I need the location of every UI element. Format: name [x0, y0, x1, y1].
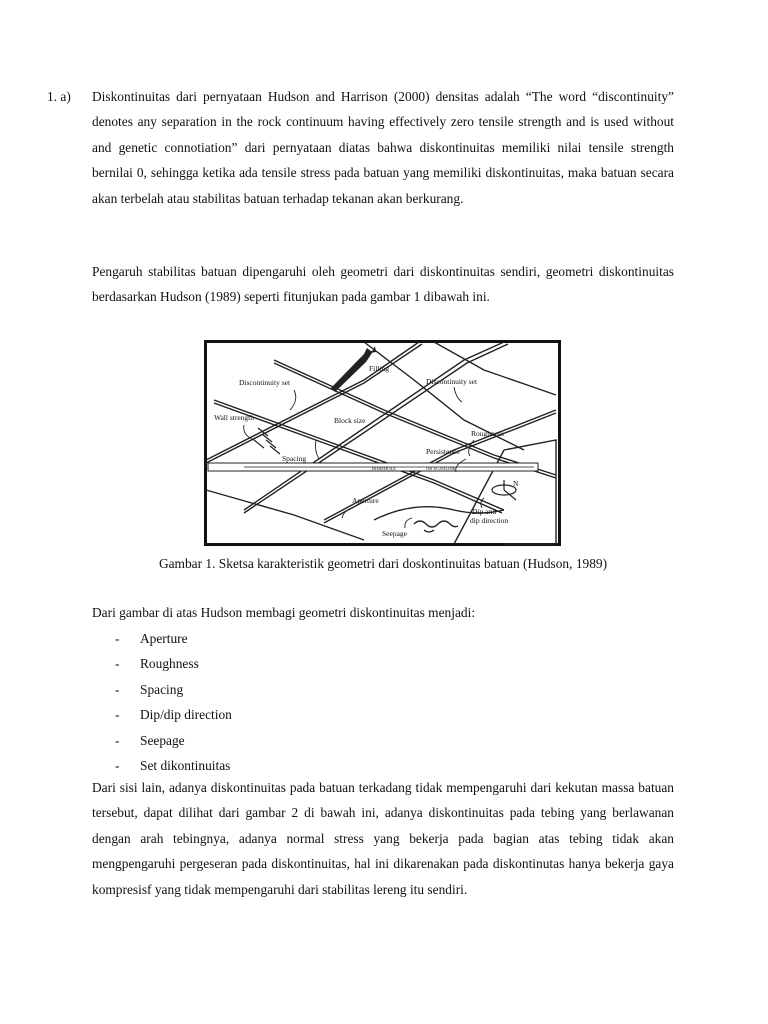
question-number: 1. a)	[47, 89, 71, 104]
fig-label-roughness: Roughness	[471, 429, 504, 438]
fig-label-persistence: Persistence	[426, 447, 460, 456]
fig-label-discontinuity-set-right: Discontinuity set	[426, 377, 478, 386]
list-bullet: -	[115, 681, 120, 697]
list-item	[115, 702, 232, 727]
fig-label-spacing: Spacing	[282, 454, 307, 463]
paragraph-slope-discussion: Dari sisi lain, adanya diskontinuitas pada batuan terkadang tidak mempengaruhi dari kekutan massa batuan tersebut, dapat dilihat dari gambar 2 di bawah ini, adanya diskontinuitas pada tebing yang berlawanan dengan arah tebingnya, adanya normal stress yang bekerja pada bagian atas tebing tidak akan mengpengaruhi pergeseran pada diskontinuitas, hal ini dikarenakan pada diskontinutas hanya bekerja gaya kompresisf yang tidak mempengaruhi dari stabilitas lereng itu sendiri.	[92, 780, 674, 897]
list-item-text: Set dikontinuitas	[140, 757, 231, 773]
list-item-text: Dip/dip direction	[140, 707, 232, 723]
list-item	[115, 728, 232, 753]
list-item-text: Roughness	[140, 656, 199, 672]
fig-label-filling: Filling	[369, 364, 390, 373]
list-bullet: -	[115, 757, 120, 773]
fig-label-dip-direction: dip direction	[470, 516, 509, 525]
figure-caption: Gambar 1. Sketsa karakteristik geometri dari doskontinuitas batuan (Hudson, 1989)	[158, 556, 608, 571]
list-item-text: Spacing	[140, 681, 184, 697]
fig-label-discontinuity-set-left: Discontinuity set	[239, 378, 291, 387]
paragraph-geometry-intro: Pengaruh stabilitas batuan dipengaruhi oleh geometri dari diskontinuitas sendiri, geometri diskontinuitas berdasarkan Hudson (1989) seperti fitunjukan pada gambar 1 dibawah ini.	[92, 264, 674, 305]
paragraph-list-intro: Dari gambar di atas Hudson membagi geometri diskontinuitas menjadi:	[92, 605, 476, 620]
fig-label-wall-strength: Wall strength	[214, 413, 255, 422]
list-bullet: -	[115, 732, 120, 748]
list-item-text: Seepage	[140, 732, 185, 748]
list-item	[115, 677, 232, 702]
list-item-text: Aperture	[140, 631, 188, 646]
list-bullet: -	[115, 707, 120, 723]
fig-label-borehole: BOREHOLE	[372, 466, 396, 471]
geometry-list	[115, 626, 232, 778]
list-item	[115, 626, 232, 651]
fig-label-north: N	[513, 479, 519, 488]
list-bullet: -	[115, 656, 120, 672]
figure-discontinuity-sketch	[204, 340, 561, 546]
fig-label-dip-and: Dip and	[472, 507, 496, 516]
fig-label-block-size: Block size	[334, 416, 366, 425]
list-item	[115, 651, 232, 676]
fig-label-seepage: Seepage	[382, 529, 407, 538]
fig-label-aperture: Aperture	[352, 496, 379, 505]
fig-label-scanline: OR SCANLINE	[426, 466, 456, 471]
list-bullet: -	[115, 631, 120, 646]
paragraph-definition: Diskontinuitas dari pernyataan Hudson and Harrison (2000) densitas adalah “The word “discontinuity” denotes any separation in the rock continuum having effectively zero tensile strength and is used without and genetic connotiation” dari pernyataan diatas bahwa diskontinuitas memiliki nilai tensile strength bernilai 0, sehingga ketika ada tensile stress pada batuan yang memiliki diskontinuitas, maka batuan secara akan terbelah atau stabilitas batuan terhadap tekanan akan berkurang.	[92, 89, 674, 206]
